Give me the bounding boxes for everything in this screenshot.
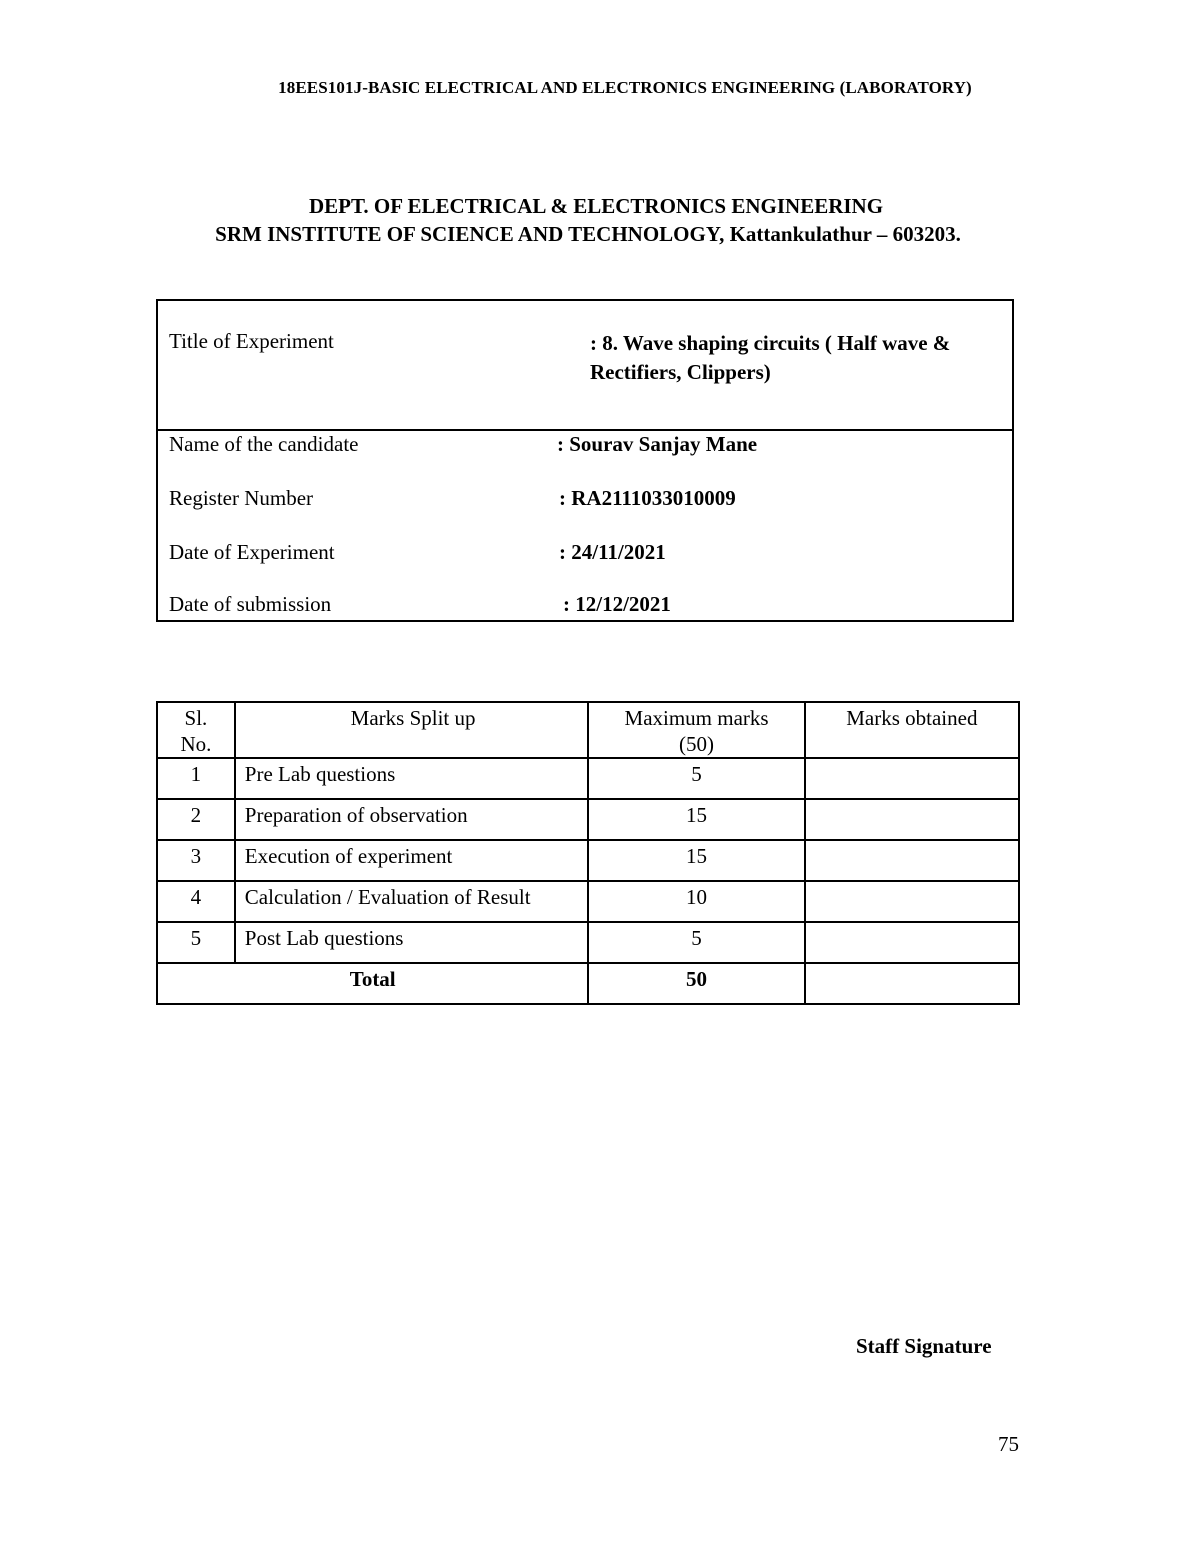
row-sl: 5 [157, 922, 235, 963]
institute-title: SRM INSTITUTE OF SCIENCE AND TECHNOLOGY, Kattankulathur – 603203. [215, 222, 961, 246]
date-of-submission-value: : 12/12/2021 [563, 592, 671, 616]
row-max: 15 [588, 840, 804, 881]
row-sl: 2 [157, 799, 235, 840]
row-sl: 1 [157, 758, 235, 799]
date-of-submission-label: Date of submission [169, 592, 332, 616]
table-row [157, 881, 1019, 922]
department-title: DEPT. OF ELECTRICAL & ELECTRONICS ENGINEERING [308, 194, 884, 218]
info-divider [158, 429, 1012, 431]
header-sl-no [157, 702, 235, 758]
table-row [157, 922, 1019, 963]
row-split: Calculation / Evaluation of Result [235, 881, 589, 922]
table-row [157, 840, 1019, 881]
table-row [157, 799, 1019, 840]
header-marks-obtained: Marks obtained [805, 702, 1019, 758]
total-label: Total [157, 963, 588, 1004]
course-header: 18EES101J-BASIC ELECTRICAL AND ELECTRONICS ENGINEERING (LABORATORY) [278, 78, 972, 97]
row-obtained [805, 881, 1019, 922]
row-split: Post Lab questions [235, 922, 589, 963]
total-obtained [805, 963, 1019, 1004]
row-max: 10 [588, 881, 804, 922]
header-max-line1: Maximum marks [624, 706, 769, 730]
page-number: 75 [998, 1432, 1019, 1456]
header-marks-split: Marks Split up [235, 702, 589, 758]
header-max-line2: (50) [679, 732, 715, 756]
marks-table [156, 701, 1020, 1005]
staff-signature-label: Staff Signature [856, 1334, 992, 1358]
row-max: 5 [588, 922, 804, 963]
row-obtained [805, 799, 1019, 840]
candidate-name-label: Name of the candidate [169, 432, 359, 456]
register-number-label: Register Number [169, 486, 314, 510]
row-split: Execution of experiment [235, 840, 589, 881]
title-value: : 8. Wave shaping circuits ( Half wave & Rectifiers, Clippers) [590, 331, 951, 384]
marks-table-header [157, 702, 1019, 758]
row-sl: 3 [157, 840, 235, 881]
date-of-experiment-value: : 24/11/2021 [559, 540, 666, 564]
header-sl-line1: Sl. [184, 706, 208, 730]
row-sl: 4 [157, 881, 235, 922]
title-label: Title of Experiment [169, 329, 334, 353]
candidate-name-value: : Sourav Sanjay Mane [557, 432, 758, 456]
row-split: Pre Lab questions [235, 758, 589, 799]
row-obtained [805, 840, 1019, 881]
row-max: 5 [588, 758, 804, 799]
header-sl-line2: No. [180, 732, 212, 756]
total-row [157, 963, 1019, 1004]
experiment-info-box [156, 299, 1014, 622]
row-obtained [805, 922, 1019, 963]
date-of-experiment-label: Date of Experiment [169, 540, 335, 564]
register-number-value: : RA2111033010009 [559, 486, 736, 510]
header-max-marks [588, 702, 804, 758]
table-row [157, 758, 1019, 799]
row-obtained [805, 758, 1019, 799]
row-max: 15 [588, 799, 804, 840]
row-split: Preparation of observation [235, 799, 589, 840]
total-max: 50 [588, 963, 804, 1004]
